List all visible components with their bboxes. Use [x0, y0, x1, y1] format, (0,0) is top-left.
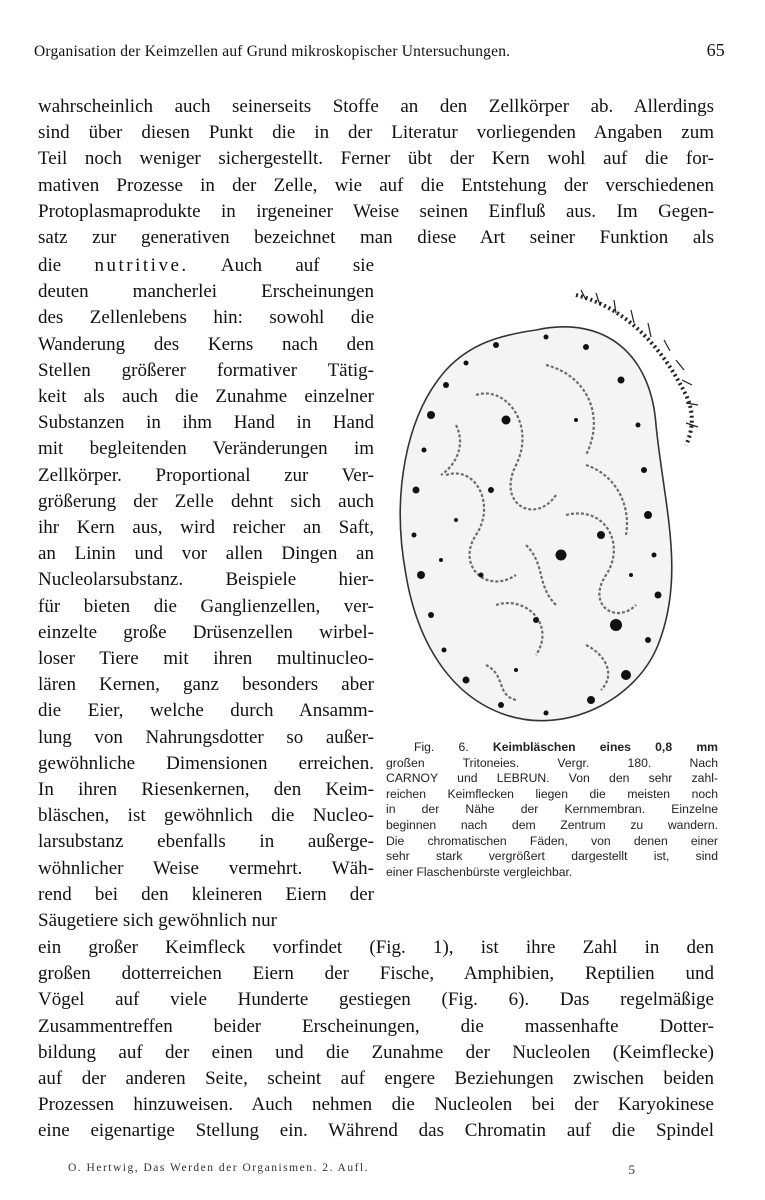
germinal-vesicle-drawing	[386, 275, 726, 735]
text-line: einzelte große Drüsenzellen wirbel-	[38, 621, 374, 643]
text-line: Prozessen hinzuweisen. Auch nehmen die Nucleolen bei der Karyokinese	[38, 1094, 714, 1116]
caption-line: großen Tritoneies. Vergr. 180. Nach	[386, 755, 718, 770]
caption-line: CARNOY und LEBRUN. Von den sehr zahl-	[386, 771, 718, 786]
text-fragment: die	[38, 255, 62, 276]
text-line: an Linin und vor allen Dingen an	[38, 543, 374, 565]
caption-line: sehr stark vergrößert dargestellt ist, sind	[386, 849, 718, 864]
text-line: Wanderung des Kerns nach den	[38, 333, 374, 355]
text-line: sind über diesen Punkt die in der Literatur vorliegenden Angaben zum	[38, 122, 714, 144]
text-line: ein großer Keimfleck vorfindet (Fig. 1), ist ihre Zahl in den	[38, 937, 714, 958]
text-line: Vögel auf viele Hunderte gestiegen (Fig. 6). Das regelmäßige	[38, 989, 714, 1011]
caption-line: beginnen nach dem Zentrum zu wandern.	[386, 817, 718, 832]
text-line: keit als auch die Zunahme einzelner	[38, 386, 374, 408]
text-line: Nucleolarsubstanz. Beispiele hier-	[38, 569, 374, 591]
figure-label: Fig. 6.	[414, 740, 469, 754]
text-line: größerung der Zelle dehnt sich auch	[38, 490, 374, 512]
figure-6-illustration	[386, 275, 726, 735]
text-line: satz zur generativen bezeichnet man diese Art seiner Funktion als	[38, 227, 714, 249]
text-line: deuten mancherlei Erscheinungen	[38, 281, 374, 303]
text-line: für bieten die Ganglienzellen, ver-	[38, 595, 374, 617]
caption-line: Die chromatischen Fäden, von denen einer	[386, 833, 718, 848]
text-line: wahrscheinlich auch seinerseits Stoffe an den Zellkörper ab. Allerdings	[38, 96, 714, 117]
text-line: ihr Kern aus, wird reicher an Saft,	[38, 517, 374, 539]
text-line: eine eigenartige Stellung ein. Während das Chromatin auf die Spindel	[38, 1120, 714, 1142]
text-line: rend bei den kleineren Eiern der	[38, 883, 374, 905]
text-line: loser Tiere mit ihren multinucleo-	[38, 648, 374, 670]
page-number: 65	[706, 40, 725, 60]
text-line: In ihren Riesenkernen, den Keim-	[38, 779, 374, 801]
text-line: larsubstanz ebenfalls in außerge-	[38, 831, 374, 853]
text-line: Zusammentreffen beider Erscheinungen, die massenhafte Dotter-	[38, 1015, 714, 1037]
caption-line: einer Flaschenbürste vergleichbar.	[386, 864, 573, 879]
text-line: lung von Nahrungsdotter so außer-	[38, 726, 374, 748]
caption-line: in der Nähe der Kernmembran. Einzelne	[386, 802, 718, 817]
text-line: Zellkörper. Proportional zur Ver-	[38, 464, 374, 486]
nuclear-membrane	[400, 327, 671, 721]
caption-line	[386, 740, 718, 756]
text-line: gewöhnliche Dimensionen erreichen.	[38, 752, 374, 774]
text-line: Säugetiere sich gewöhnlich nur	[38, 910, 278, 932]
text-line: mativen Prozesse in der Zelle, wie auf die Entstehung der verschiedenen	[38, 174, 714, 196]
figure-caption	[386, 740, 718, 880]
text-line: bläschen, ist gewöhnlich die Nucleo-	[38, 805, 374, 827]
sheet-number: 5	[628, 1162, 635, 1177]
caption-title: Keimbläschen eines 0,8 mm	[492, 740, 718, 754]
bottom-paragraph	[38, 935, 714, 1145]
left-text-column	[38, 253, 374, 934]
text-line: Stellen größerer formativer Tätig-	[38, 359, 374, 381]
text-line: bildung auf der einen und die Zunahme der Nucleolen (Keimflecke)	[38, 1041, 714, 1063]
top-paragraph	[38, 94, 714, 251]
text-fragment: Auch auf sie	[220, 255, 375, 276]
text-line: Substanzen in ihm Hand in Hand	[38, 412, 374, 434]
page-header	[34, 40, 725, 61]
emphasized-term: nutritive.	[94, 255, 189, 276]
text-line: großen dotterreichen Eiern der Fische, Amphibien, Reptilien und	[38, 963, 714, 985]
text-line: Protoplasmaprodukte in irgeneiner Weise seinen Einfluß aus. Im Gegen-	[38, 200, 714, 222]
text-line	[38, 253, 374, 279]
text-line: mit begleitenden Veränderungen im	[38, 438, 374, 460]
caption-line: reichen Keimflecken liegen die meisten noch	[386, 786, 718, 801]
text-line: des Zellenlebens hin: sowohl die	[38, 307, 374, 329]
text-line: lären Kernen, ganz besonders aber	[38, 674, 374, 696]
running-title: Organisation der Keimzellen auf Grund mikroskopischer Untersuchungen.	[34, 43, 511, 60]
text-line: wöhnlicher Weise vermehrt. Wäh-	[38, 857, 374, 879]
text-line: auf der anderen Seite, scheint auf engere Beziehungen zwischen beiden	[38, 1068, 714, 1090]
page-footer	[68, 1162, 635, 1178]
text-line: Teil noch weniger sichergestellt. Ferner übt der Kern wohl auf die for-	[38, 148, 714, 170]
text-line: die Eier, welche durch Ansamm-	[38, 700, 374, 722]
signature-line: O. Hertwig, Das Werden der Organismen. 2. Aufl.	[68, 1162, 370, 1174]
